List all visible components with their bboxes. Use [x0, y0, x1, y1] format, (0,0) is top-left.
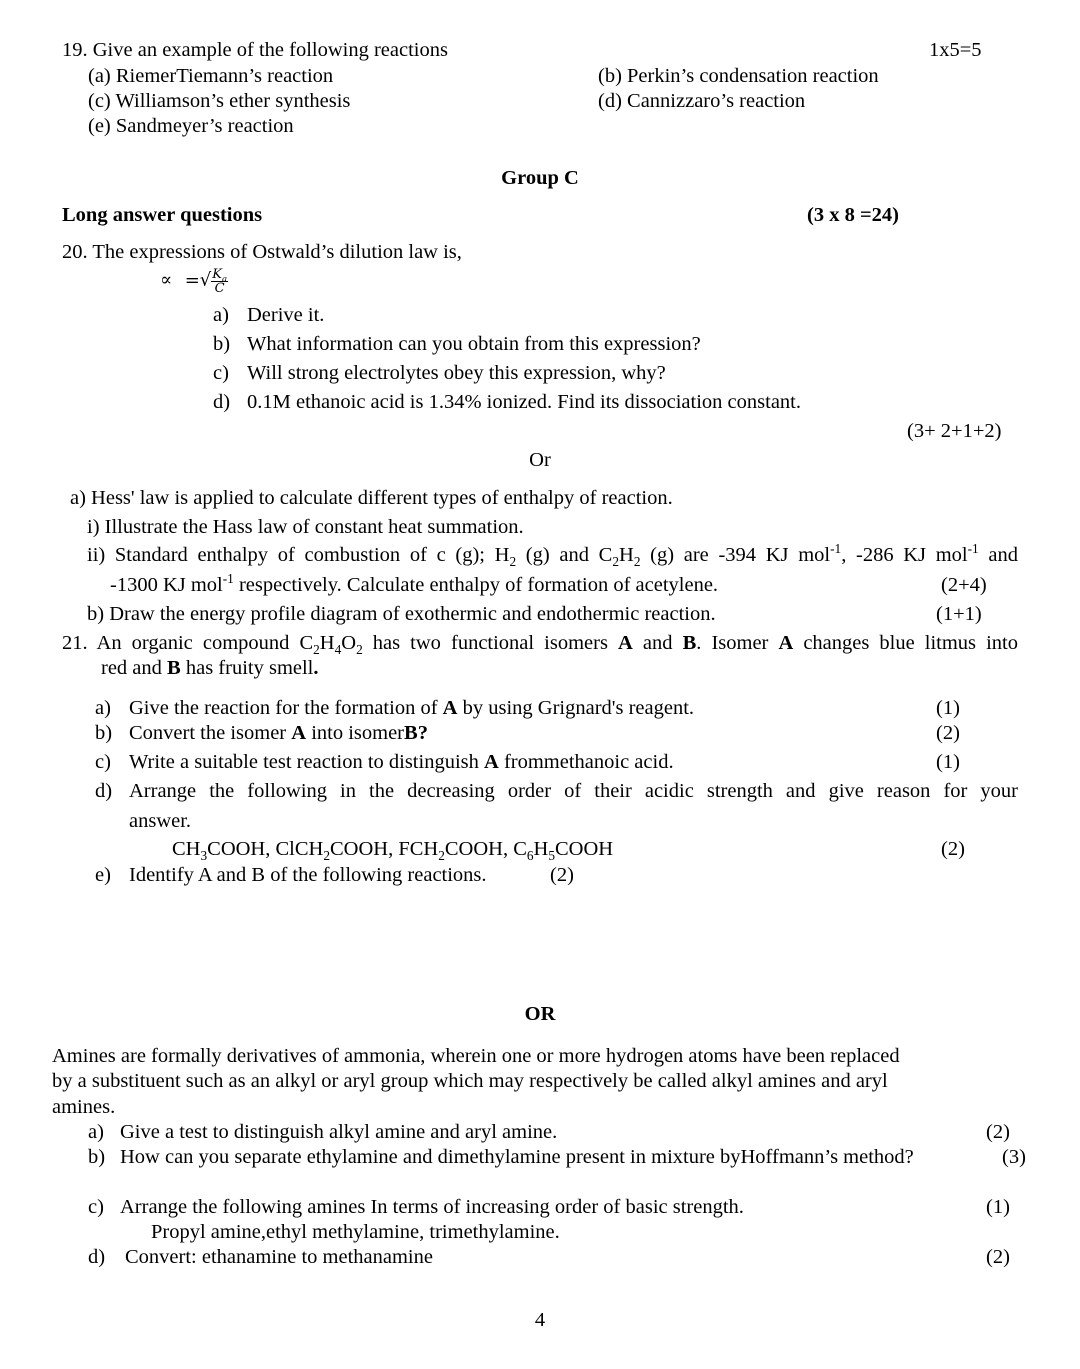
q21-alt-b-marks: (3) — [1002, 1146, 1026, 1168]
text-run: (g) are -394 KJ mol — [640, 544, 831, 566]
q21-stem-line1 — [62, 632, 1018, 658]
text-run: Convert the isomer — [129, 722, 292, 744]
isomer-b: B? — [404, 722, 428, 744]
isomer-a: A — [618, 632, 633, 654]
q21-alt-d-label: d) — [88, 1246, 106, 1268]
superscript: -1 — [222, 571, 234, 587]
superscript: -1 — [967, 541, 979, 557]
q20-item-label: c) — [213, 362, 229, 384]
q21-alt-b-label: b) — [88, 1146, 106, 1168]
text-run: has two functional isomers — [362, 632, 619, 654]
text-run: H — [319, 632, 335, 654]
q21-alt-a-text: Give a test to distinguish alkyl amine and aryl amine. — [120, 1121, 558, 1143]
text-run: H — [619, 544, 634, 566]
text-run: changes blue litmus into — [793, 632, 1018, 654]
q20-stem: 20. The expressions of Ostwald’s dilution law is, — [62, 241, 462, 263]
q20-item-text: Derive it. — [247, 304, 325, 326]
q20-marks: (3+ 2+1+2) — [907, 420, 1002, 442]
text-run: ii) Standard enthalpy of combustion of c (g); H — [87, 544, 510, 566]
group-c-marks: (3 x 8 =24) — [807, 204, 899, 226]
text-run: and — [632, 632, 683, 654]
q20-item-text: What information can you obtain from this expression? — [247, 333, 701, 355]
formula-fraction — [211, 268, 228, 295]
formula-numerator — [211, 268, 228, 282]
q20-alt-ii-marks: (2+4) — [941, 574, 987, 596]
isomer-a: A — [778, 632, 794, 654]
text-run: . Isomer — [696, 632, 779, 654]
group-c-subtitle: Long answer questions — [62, 204, 263, 226]
subscript: 4 — [334, 642, 342, 658]
text-run: frommethanoic acid. — [498, 751, 674, 773]
q21-alt-c-marks: (1) — [986, 1196, 1010, 1218]
q21-a-text — [129, 698, 694, 719]
formula-num-sub: a — [221, 273, 228, 284]
q21-or: OR — [524, 1003, 556, 1025]
subscript: 2 — [438, 848, 445, 864]
q21-stem-line2 — [101, 658, 319, 679]
q21-c-text — [129, 752, 674, 773]
isomer-a: A — [484, 751, 499, 773]
q19-marks: 1x5=5 — [929, 39, 982, 61]
q21-alt-d-text: Convert: ethanamine to methanamine — [125, 1246, 433, 1268]
q21-d-compounds — [172, 838, 614, 864]
q21-b-marks: (2) — [936, 722, 960, 744]
page-number: 4 — [534, 1309, 546, 1331]
subscript: 2 — [356, 642, 363, 658]
formula-equals: = — [184, 269, 200, 291]
formula-num-main: K — [212, 267, 222, 282]
q19-option-e: (e) Sandmeyer’s reaction — [88, 115, 294, 137]
q20-alt-b: b) Draw the energy profile diagram of exothermic and endothermic reaction. — [87, 603, 716, 625]
text-run: , -286 KJ mol — [841, 544, 968, 566]
ostwald-formula — [160, 268, 228, 295]
q21-alt-d-marks: (2) — [986, 1246, 1010, 1268]
q21-d-text2: answer. — [129, 810, 192, 832]
q21-e-marks: (2) — [550, 864, 574, 886]
text-run: . — [313, 657, 319, 679]
q20-alt-i: i) Illustrate the Hass law of constant heat summation. — [87, 516, 524, 538]
text-run: (g) and C — [516, 544, 613, 566]
subscript: 5 — [548, 848, 555, 864]
text-run: Give the reaction for the formation of — [129, 697, 443, 719]
q21-b-text — [129, 723, 428, 744]
superscript: -1 — [830, 541, 842, 557]
q21-a-marks: (1) — [936, 697, 960, 719]
q21-d-text: Arrange the following in the decreasing order of their acidic strength and give reason for your — [129, 780, 1018, 802]
q21-e-text: Identify A and B of the following reactions. — [129, 864, 487, 886]
subscript: 2 — [633, 554, 641, 570]
formula-alpha: ∝ — [160, 269, 173, 291]
group-c-title: Group C — [501, 167, 579, 189]
text-run: COOH, C — [444, 838, 527, 860]
subscript: 3 — [200, 848, 208, 864]
q19-option-c: (c) Williamson’s ether synthesis — [88, 90, 351, 112]
q21-alt-b-text: How can you separate ethylamine and dimethylamine present in mixture byHoffmann’s method? — [120, 1146, 914, 1168]
text-run: Write a suitable test reaction to distinguish — [129, 751, 484, 773]
q20-item-label: a) — [213, 304, 229, 326]
q20-alt-ii-line2 — [110, 571, 719, 596]
q21-d-label: d) — [95, 780, 113, 802]
q21-alt-a-label: a) — [88, 1121, 104, 1143]
amines-para-line: Amines are formally derivatives of ammonia, wherein one or more hydrogen atoms have been replaced — [52, 1045, 900, 1067]
q20-item-label: b) — [213, 333, 231, 355]
text-run: into isomer — [306, 722, 405, 744]
q19-option-d: (d) Cannizzaro’s reaction — [598, 90, 806, 112]
text-run: COOH, FCH — [329, 838, 439, 860]
q20-item-text: Will strong electrolytes obey this expression, why? — [247, 362, 666, 384]
isomer-a: A — [291, 722, 307, 744]
formula-denominator: C — [214, 281, 225, 296]
q19-stem: 19. Give an example of the following reactions — [62, 39, 448, 61]
formula-root: √ — [199, 269, 212, 291]
q20-alt-b-marks: (1+1) — [936, 603, 982, 625]
q21-alt-c-list: Propyl amine,ethyl methylamine, trimethylamine. — [151, 1221, 560, 1243]
q20-or: Or — [529, 449, 551, 471]
isomer-b: B — [682, 632, 697, 654]
text-run: has fruity smell — [180, 657, 314, 679]
q20-item-label: d) — [213, 391, 231, 413]
q19-option-b: (b) Perkin’s condensation reaction — [598, 65, 879, 87]
q21-alt-c-text: Arrange the following amines In terms of increasing order of basic strength. — [120, 1196, 744, 1218]
text-run: -1300 KJ mol — [110, 574, 223, 596]
text-run: respectively. Calculate enthalpy of formation of acetylene. — [233, 574, 719, 596]
isomer-a: A — [442, 697, 458, 719]
subscript: 2 — [323, 848, 330, 864]
q20-alt-ii-line1 — [87, 541, 1019, 570]
q21-alt-a-marks: (2) — [986, 1121, 1010, 1143]
subscript: 2 — [612, 554, 620, 570]
q20-item-text: 0.1M ethanoic acid is 1.34% ionized. Find its dissociation constant. — [247, 391, 801, 413]
subscript: 2 — [313, 642, 320, 658]
text-run: COOH, ClCH — [207, 838, 324, 860]
q21-c-label: c) — [95, 751, 111, 773]
q21-d-marks: (2) — [941, 838, 965, 860]
text-run: and — [978, 544, 1019, 566]
q19-option-a: (a) RiemerTiemann’s reaction — [88, 65, 334, 87]
q21-b-label: b) — [95, 722, 113, 744]
text-run: by using Grignard's reagent. — [457, 697, 695, 719]
subscript: 6 — [526, 848, 534, 864]
q21-alt-c-label: c) — [88, 1196, 104, 1218]
q21-c-marks: (1) — [936, 751, 960, 773]
q21-e-label: e) — [95, 864, 111, 886]
amines-para-line: by a substituent such as an alkyl or aryl group which may respectively be called alkyl amines and aryl — [52, 1070, 888, 1092]
text-run: H — [533, 838, 549, 860]
text-run: COOH — [555, 838, 614, 860]
isomer-b: B — [167, 657, 181, 679]
amines-para-line: amines. — [52, 1096, 116, 1118]
text-run: 21. An organic compound C — [62, 632, 314, 654]
q21-a-label: a) — [95, 697, 111, 719]
q20-alt-a: a) Hess' law is applied to calculate different types of enthalpy of reaction. — [70, 487, 673, 509]
subscript: 2 — [509, 554, 517, 570]
text-run: O — [341, 632, 357, 654]
text-run: red and — [101, 657, 168, 679]
text-run: CH — [172, 838, 201, 860]
